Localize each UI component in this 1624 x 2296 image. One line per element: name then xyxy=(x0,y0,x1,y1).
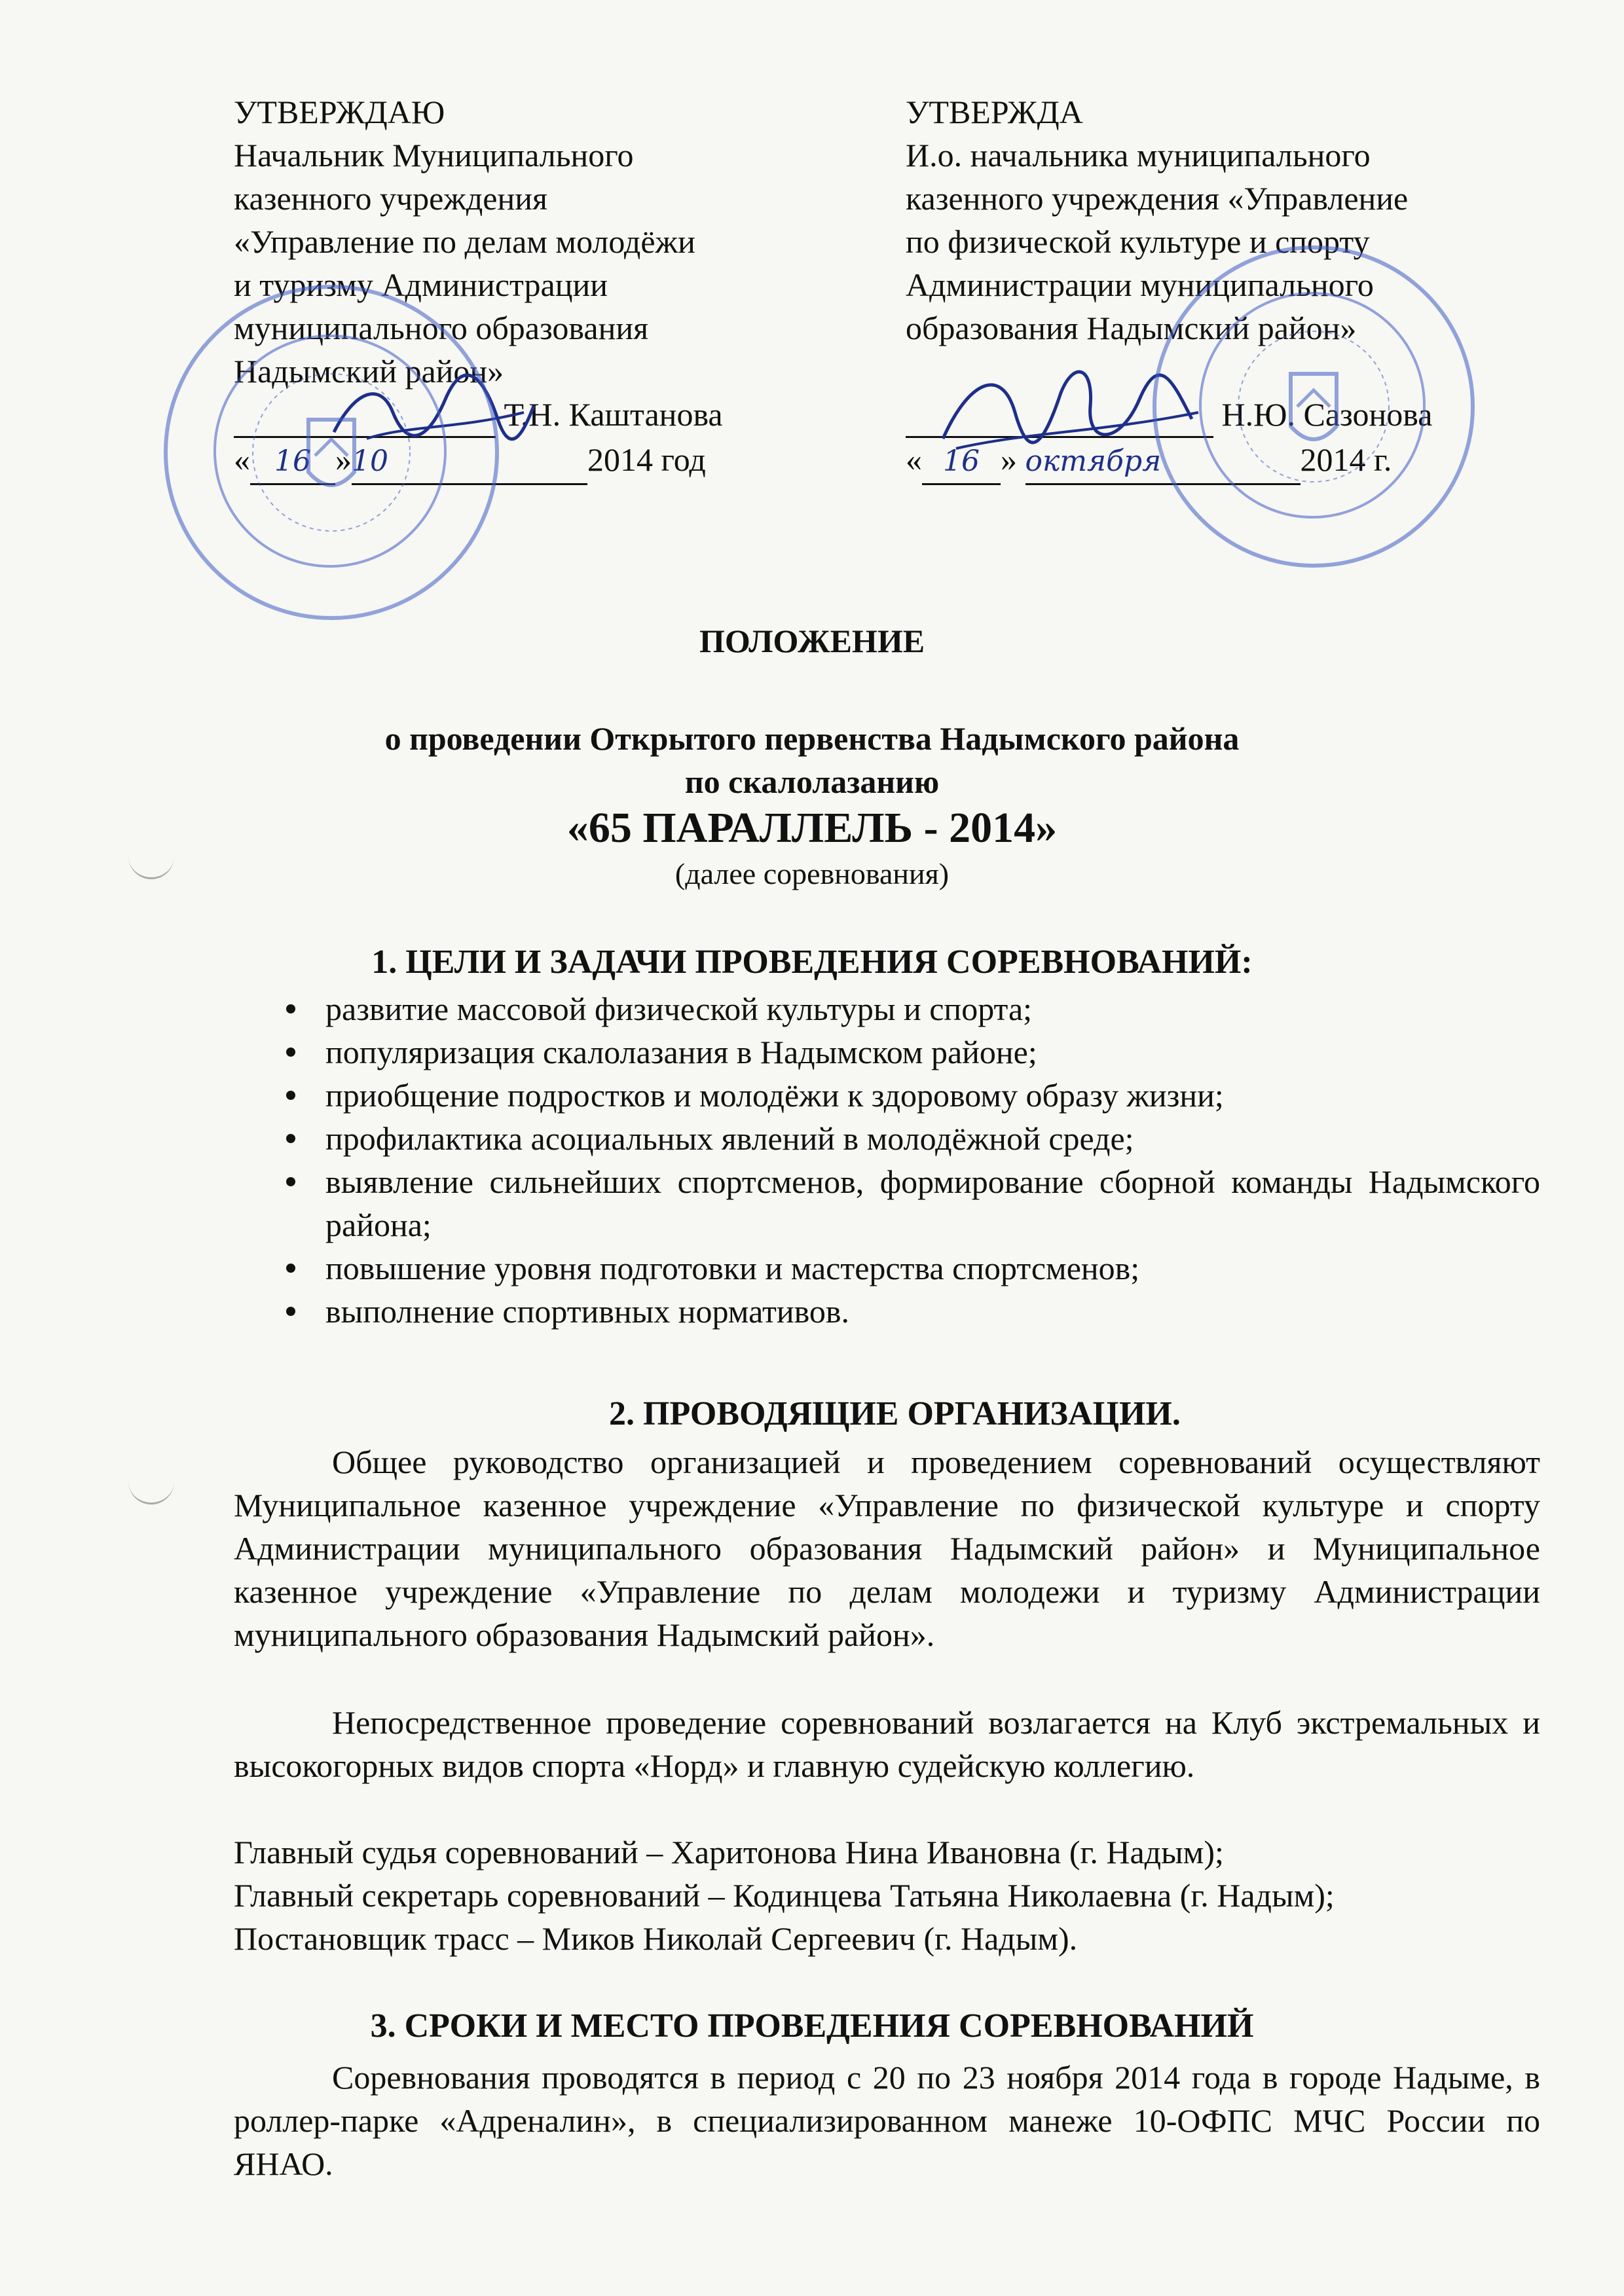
bullet-icon xyxy=(286,1264,295,1273)
section2-paragraph: Непосредственное проведение соревнований возлагается на Клуб экстремальных и высокогорных видов спорта «Норд» и главную судейскую коллегию. xyxy=(234,1704,1540,1784)
list-item: повышение уровня подготовки и мастерства спортсменов; xyxy=(234,1247,1540,1290)
left-approval-line: «Управление по делам молодёжи xyxy=(234,223,695,260)
list-item: приобщение подростков и молодёжи к здоровому образу жизни; xyxy=(234,1074,1540,1117)
left-approval-line: и туризму Администрации xyxy=(234,266,608,303)
right-date-row: « 16 » октября 2014 г. xyxy=(906,438,1482,485)
officials-list xyxy=(234,1831,1543,1960)
right-approval-line: И.о. начальника муниципального xyxy=(906,137,1371,173)
official-line: Главный судья соревнований – Харитонова Нина Ивановна (г. Надым); xyxy=(234,1834,1224,1870)
punch-hole-mark xyxy=(128,1476,174,1504)
right-date-month: октября xyxy=(1025,440,1301,485)
list-item: выявление сильнейших спортсменов, формирование сборной команды Надымского района; xyxy=(234,1160,1540,1247)
left-approval-heading: УТВЕРЖДАЮ xyxy=(234,94,445,130)
list-item: популяризация скалолазания в Надымском районе; xyxy=(234,1030,1540,1074)
section2-heading: 2. ПРОВОДЯЩИЕ ОРГАНИЗАЦИИ. xyxy=(609,1395,1181,1432)
document-title-line2: по скалолазанию xyxy=(684,763,940,800)
bullet-icon xyxy=(286,1091,295,1100)
left-date-row: « 16 »10 2014 год xyxy=(234,438,777,485)
left-approval-line: муниципального образования xyxy=(234,310,649,346)
list-item: профилактика асоциальных явлений в молодёжной среде; xyxy=(234,1117,1540,1160)
left-signer-name: Т.Н. Каштанова xyxy=(504,396,723,433)
right-date-year: 2014 г. xyxy=(1300,441,1392,478)
bullet-icon xyxy=(286,1134,295,1143)
section3-paragraph: Соревнования проводятся в период с 20 по 23 ноября 2014 года в городе Надыме, в роллер-парке «Адреналин», в специализированном манеже 10-ОФПС МЧС России по ЯНАО. xyxy=(234,2059,1540,2182)
right-approval-line: Администрации муниципального xyxy=(906,266,1374,303)
right-approval-line: казенного учреждения «Управление xyxy=(906,180,1409,217)
section1-list-container xyxy=(234,987,1540,1333)
section1-heading: 1. ЦЕЛИ И ЗАДАЧИ ПРОВЕДЕНИЯ СОРЕВНОВАНИЙ: xyxy=(371,943,1253,981)
left-round-stamp xyxy=(164,285,499,620)
document-type-heading: ПОЛОЖЕНИЕ xyxy=(699,623,925,659)
list-item: развитие массовой физической культуры и спорта; xyxy=(234,987,1540,1030)
section2-paragraph: Общее руководство организацией и проведением соревнований осуществляют Муниципальное казенное учреждение «Управление по физической культуре и спорту Администрации муниципального образования Надымский район» и Муниципальное казенное учреждение «Управление по делам молодежи и туризму Администрации муниципального образования Надымский район». xyxy=(234,1444,1540,1653)
section3-heading: 3. СРОКИ И МЕСТО ПРОВЕДЕНИЯ СОРЕВНОВАНИЙ xyxy=(370,2007,1254,2045)
right-approval-line: образования Надымский район» xyxy=(906,310,1357,346)
bullet-icon xyxy=(286,1307,295,1316)
document-title-line1: о проведении Открытого первенства Надымского района xyxy=(384,720,1240,757)
right-date-day: 16 xyxy=(922,440,1001,485)
bullet-icon xyxy=(286,1004,295,1013)
left-approval-line: казенного учреждения xyxy=(234,180,547,217)
list-item: выполнение спортивных нормативов. xyxy=(234,1290,1540,1333)
title-note: (далее соревнования) xyxy=(674,857,950,890)
event-name: «65 ПАРАЛЛЕЛЬ - 2014» xyxy=(566,804,1058,852)
official-line: Главный секретарь соревнований – Кодинцева Татьяна Николаевна (г. Надым); xyxy=(234,1877,1335,1914)
left-date-month: 10 xyxy=(352,440,587,485)
left-approval-line: Надымский район» xyxy=(234,353,504,390)
right-round-stamp xyxy=(1153,246,1475,568)
right-approval-line: по физической культуре и спорту xyxy=(906,223,1370,260)
official-line: Постановщик трасс – Миков Николай Сергеевич (г. Надым). xyxy=(234,1920,1078,1957)
left-date-day: 16 xyxy=(250,440,335,485)
goals-list xyxy=(234,987,1540,1333)
bullet-icon xyxy=(286,1048,295,1057)
right-approval-heading: УТВЕРЖДА xyxy=(906,94,1083,130)
bullet-icon xyxy=(286,1177,295,1186)
left-approval-line: Начальник Муниципального xyxy=(234,137,634,173)
right-signer-name: Н.Ю. Сазонова xyxy=(1221,396,1433,433)
left-date-year: 2014 год xyxy=(587,441,706,478)
